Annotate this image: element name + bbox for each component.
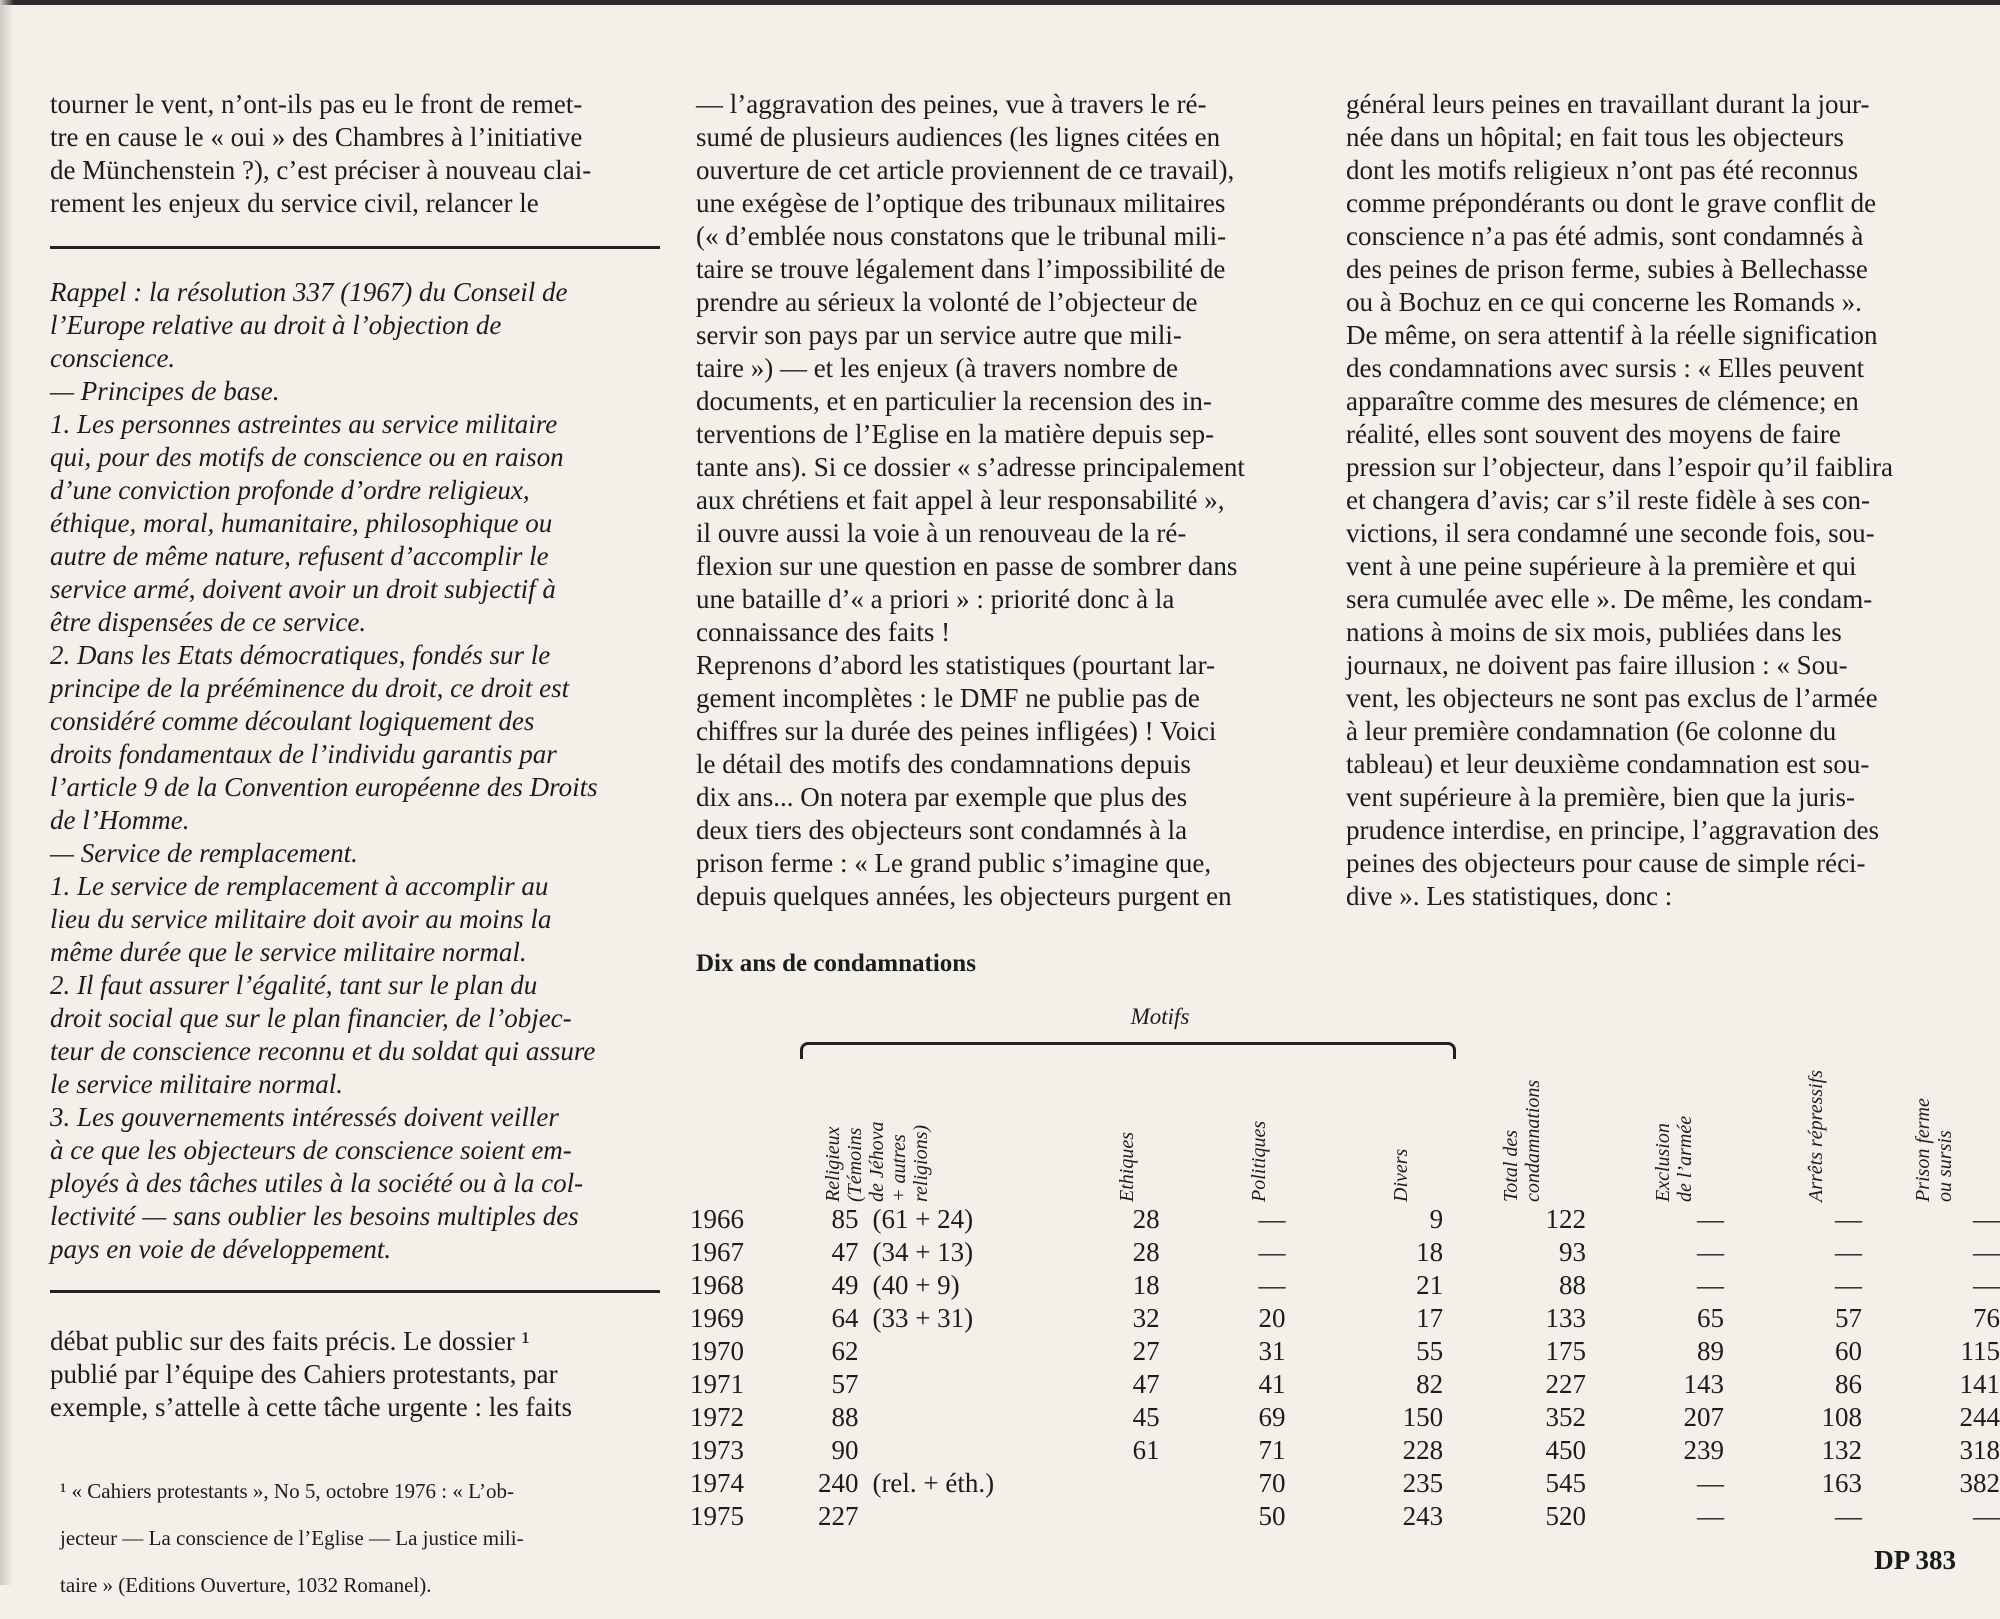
table-title: Dix ans de condamnations [696, 950, 976, 977]
table-row [690, 1269, 2000, 1302]
resolution-line: — Principes de base. [50, 376, 280, 406]
cell-religieux: 240 [817, 1468, 859, 1498]
header-prison [1912, 1098, 1956, 1202]
cell-prison: 382 [1959, 1468, 2000, 1498]
cell-arrets: 108 [1821, 1402, 1862, 1432]
cell-prison: — [1973, 1501, 2000, 1531]
resolution-line: à ce que les objecteurs de conscience soient em- [50, 1135, 572, 1165]
cell-politiques: — [1258, 1270, 1286, 1300]
resolution-line: 2. Dans les Etats démocratiques, fondés sur le [50, 640, 551, 670]
cell-religieux-detail: (33 + 31) [872, 1303, 974, 1333]
text-line: tante ans). Si ce dossier « s’adresse principalement [696, 452, 1245, 482]
text-line: conscience n’a pas été admis, sont condamnés à [1346, 221, 1864, 251]
resolution-line: teur de conscience reconnu et du soldat qui assure [50, 1036, 596, 1066]
header-line: Divers [1390, 1148, 1412, 1202]
text-line: sera cumulée avec elle ». De même, les condam- [1346, 584, 1873, 614]
table-row [690, 1467, 2000, 1500]
cell-religieux-detail: (rel. + éth.) [872, 1468, 995, 1498]
cell-exclusion: 65 [1696, 1303, 1724, 1333]
header-line: + autres [888, 1134, 910, 1202]
header-line: Total des [1500, 1129, 1522, 1202]
cell-religieux-detail [858, 1335, 1080, 1368]
resolution-line: 1. Le service de remplacement à accomplir au [50, 871, 549, 901]
motifs-group-label: Motifs [1130, 1004, 1190, 1029]
header-line: condamnations [1522, 1079, 1544, 1202]
table-row [690, 1434, 2000, 1467]
cell-divers: 228 [1402, 1435, 1444, 1465]
text-line: réalité, elles sont souvent des moyens de faire [1346, 419, 1841, 449]
cell-divers: 150 [1402, 1402, 1444, 1432]
header-total [1500, 1080, 1544, 1202]
cell-year: 1966 [690, 1204, 744, 1234]
cell-arrets: 163 [1821, 1468, 1862, 1498]
cell-ethiques: 27 [1132, 1336, 1160, 1366]
header-line: Prison ferme [1912, 1098, 1934, 1202]
cell-year: 1971 [690, 1369, 744, 1399]
resolution-line: même durée que le service militaire normal. [50, 937, 527, 967]
text-line: depuis quelques années, les objecteurs purgent en [696, 881, 1232, 911]
text-line: exemple, s’attelle à cette tâche urgente : les faits [50, 1392, 573, 1422]
column2-text [696, 88, 1308, 913]
text-line: aux chrétiens et fait appel à leur responsabilité », [696, 485, 1225, 515]
header-line: ou sursis [1934, 1130, 1956, 1202]
cell-exclusion: — [1696, 1237, 1724, 1267]
footnote-line: ¹ « Cahiers protestants », No 5, octobre 1976 : « L’ob- [60, 1479, 515, 1503]
cell-exclusion: — [1696, 1270, 1724, 1300]
text-line: à leur première condamnation (6e colonne du [1346, 716, 1837, 746]
resolution-line: le service militaire normal. [50, 1069, 343, 1099]
resolution-line: 2. Il faut assurer l’égalité, tant sur le plan du [50, 970, 538, 1000]
resolution-line: considéré comme découlant logiquement des [50, 706, 535, 736]
text-line: flexion sur une question en passe de sombrer dans [696, 551, 1238, 581]
cell-religieux-detail [858, 1368, 1080, 1401]
cell-arrets: — [1834, 1204, 1862, 1234]
cell-religieux: 88 [831, 1402, 859, 1432]
cell-arrets: 132 [1821, 1435, 1862, 1465]
cell-exclusion: 143 [1683, 1369, 1724, 1399]
text-line: prudence interdise, en principe, l’aggravation des [1346, 815, 1880, 845]
cell-year: 1968 [690, 1270, 744, 1300]
text-line: comme prépondérants ou dont le grave conflit de [1346, 188, 1877, 218]
cell-religieux-detail [858, 1434, 1080, 1467]
resolution-line: 1. Les personnes astreintes au service militaire [50, 409, 558, 439]
text-line: servir son pays par un service autre que mili- [696, 320, 1182, 350]
text-line: une exégèse de l’optique des tribunaux militaires [696, 188, 1226, 218]
resolution-line: ployés à des tâches utiles à la société ou à la col- [50, 1168, 584, 1198]
cell-divers: 18 [1416, 1237, 1444, 1267]
cell-arrets: 86 [1834, 1369, 1862, 1399]
text-line: peines des objecteurs pour cause de simple réci- [1346, 848, 1866, 878]
cell-year: 1967 [690, 1237, 744, 1267]
text-line: connaissance des faits ! [696, 617, 951, 647]
text-line: dive ». Les statistiques, donc : [1346, 881, 1673, 911]
cell-exclusion: 89 [1696, 1336, 1724, 1366]
text-line: des condamnations avec sursis : « Elles peuvent [1346, 353, 1865, 383]
header-line: de l’armée [1674, 1115, 1696, 1202]
table-row [690, 1500, 2000, 1533]
table-row [690, 1203, 2000, 1236]
text-line: tableau) et leur deuxième condamnation est sou- [1346, 749, 1870, 779]
cell-politiques: 71 [1258, 1435, 1286, 1465]
cell-ethiques [1081, 1500, 1160, 1533]
cell-politiques: 20 [1258, 1303, 1286, 1333]
cell-prison: 141 [1959, 1369, 2000, 1399]
resolution-line: droit social que sur le plan financier, de l’objec- [50, 1003, 572, 1033]
header-line: religions) [910, 1124, 932, 1202]
page-number: DP 383 [1874, 1545, 1956, 1575]
cell-divers: 21 [1416, 1270, 1444, 1300]
cell-year: 1970 [690, 1336, 744, 1366]
resolution-line: l’article 9 de la Convention européenne des Droits [50, 772, 598, 802]
text-line: vent supérieure à la première, bien que la juris- [1346, 782, 1856, 812]
text-line: tre en cause le « oui » des Chambres à l’initiative [50, 122, 583, 152]
header-line: Ethiques [1116, 1132, 1138, 1202]
cell-divers: 17 [1416, 1303, 1444, 1333]
resolution-line: éthique, moral, humanitaire, philosophique ou [50, 508, 553, 538]
cell-politiques: 31 [1258, 1336, 1286, 1366]
text-line: publié par l’équipe des Cahiers protestants, par [50, 1359, 558, 1389]
footnote-line: taire » (Editions Ouverture, 1032 Romanel). [60, 1573, 432, 1597]
resolution-line: service armé, doivent avoir un droit subjectif à [50, 574, 556, 604]
resolution-line: être dispensées de ce service. [50, 607, 367, 637]
footnote-line: jecteur — La conscience de l’Eglise — La justice mili- [60, 1526, 524, 1550]
cell-arrets: — [1834, 1270, 1862, 1300]
cell-divers: 55 [1416, 1336, 1444, 1366]
resolution-line: — Service de remplacement. [50, 838, 358, 868]
resolution-line: pays en voie de développement. [50, 1234, 392, 1264]
cell-divers: 82 [1416, 1369, 1444, 1399]
resolution-line: d’une conviction profonde d’ordre religieux, [50, 475, 530, 505]
cell-ethiques: 47 [1132, 1369, 1160, 1399]
resolution-line: principe de la prééminence du droit, ce droit est [50, 673, 570, 703]
cell-politiques: 50 [1258, 1501, 1286, 1531]
text-line: et changera d’avis; car s’il reste fidèle à ses con- [1346, 485, 1870, 515]
header-line: Exclusion [1652, 1123, 1674, 1202]
cell-prison: — [1973, 1237, 2000, 1267]
text-line: victions, il sera condamné une seconde fois, sou- [1346, 518, 1875, 548]
text-line: deux tiers des objecteurs sont condamnés à la [696, 815, 1188, 845]
footnote [60, 1457, 660, 1619]
header-line: Politiques [1248, 1120, 1270, 1202]
cell-religieux: 47 [831, 1237, 859, 1267]
cell-religieux: 90 [831, 1435, 859, 1465]
cell-arrets: — [1834, 1237, 1862, 1267]
text-line: prendre au sérieux la volonté de l’objecteur de [696, 287, 1198, 317]
text-line: de Münchenstein ?), c’est préciser à nouveau clai- [50, 155, 592, 185]
text-line: ouverture de cet article proviennent de ce travail), [696, 155, 1235, 185]
text-line: terventions de l’Eglise en la matière depuis sep- [696, 419, 1215, 449]
cell-prison: — [1973, 1204, 2000, 1234]
condemnations-table [690, 1203, 2000, 1533]
cell-politiques: 70 [1258, 1468, 1286, 1498]
text-line: nations à moins de six mois, publiées dans les [1346, 617, 1842, 647]
text-line: ou à Bochuz en ce qui concerne les Romands ». [1346, 287, 1862, 317]
header-politiques [1248, 1121, 1270, 1202]
text-line: De même, on sera attentif à la réelle signification [1346, 320, 1878, 350]
text-line: il ouvre aussi la voie à un renouveau de la ré- [696, 518, 1187, 548]
box-bottom-rule [50, 1290, 660, 1293]
cell-year: 1973 [690, 1435, 744, 1465]
resolution-line: autre de même nature, refusent d’accomplir le [50, 541, 549, 571]
resolution-line: lectivité — sans oublier les besoins multiples des [50, 1201, 579, 1231]
cell-total: 88 [1558, 1270, 1586, 1300]
text-line: née dans un hôpital; en fait tous les objecteurs [1346, 122, 1844, 152]
cell-prison: 76 [1973, 1303, 2000, 1333]
table-row [690, 1302, 2000, 1335]
cell-exclusion: 239 [1683, 1435, 1724, 1465]
text-line: le détail des motifs des condamnations depuis [696, 749, 1191, 779]
council-resolution-box [50, 276, 660, 1266]
text-line: général leurs peines en travaillant durant la jour- [1346, 89, 1870, 119]
text-line: dix ans... On notera par exemple que plus des [696, 782, 1188, 812]
cell-arrets: — [1834, 1501, 1862, 1531]
resolution-line: 3. Les gouvernements intéressés doivent veiller [50, 1102, 559, 1132]
box-top-rule [50, 246, 660, 249]
cell-divers: 243 [1402, 1501, 1444, 1531]
text-line: journaux, ne doivent pas faire illusion : « Sou- [1346, 650, 1848, 680]
cell-religieux-detail: (40 + 9) [872, 1270, 960, 1300]
table-row [690, 1401, 2000, 1434]
column3-text [1346, 88, 1956, 913]
table-row [690, 1335, 2000, 1368]
text-line: tourner le vent, n’ont-ils pas eu le front de remet- [50, 89, 583, 119]
cell-religieux: 64 [831, 1303, 859, 1333]
cell-total: 93 [1558, 1237, 1586, 1267]
resolution-line: conscience. [50, 343, 176, 373]
cell-divers: 235 [1402, 1468, 1444, 1498]
cell-religieux: 57 [831, 1369, 859, 1399]
cell-total: 545 [1545, 1468, 1586, 1498]
cell-ethiques [1081, 1467, 1160, 1500]
cell-religieux: 227 [817, 1501, 859, 1531]
text-line: une bataille d’« a priori » : priorité donc à la [696, 584, 1175, 614]
text-line: documents, et en particulier la recension des in- [696, 386, 1212, 416]
text-line: pression sur l’objecteur, dans l’espoir qu’il faiblira [1346, 452, 1894, 482]
cell-ethiques: 32 [1132, 1303, 1160, 1333]
resolution-line: lieu du service militaire doit avoir au moins la [50, 904, 552, 934]
cell-year: 1969 [690, 1303, 744, 1333]
cell-year: 1974 [690, 1468, 744, 1498]
text-line: sumé de plusieurs audiences (les lignes citées en [696, 122, 1221, 152]
text-line: apparaître comme des mesures de clémence; en [1346, 386, 1859, 416]
cell-religieux-detail: (61 + 24) [872, 1204, 974, 1234]
text-line: (« d’emblée nous constatons que le tribunal mili- [696, 221, 1227, 251]
resolution-line: de l’Homme. [50, 805, 190, 835]
cell-total: 133 [1545, 1303, 1586, 1333]
text-line: des peines de prison ferme, subies à Bellechasse [1346, 254, 1868, 284]
text-line: vent, les objecteurs ne sont pas exclus de l’armée [1346, 683, 1878, 713]
text-line: — l’aggravation des peines, vue à travers le ré- [696, 89, 1207, 119]
text-line: dont les motifs religieux n’ont pas été reconnus [1346, 155, 1859, 185]
cell-prison: 115 [1960, 1336, 2000, 1366]
text-line: Reprenons d’abord les statistiques (pourtant lar- [696, 650, 1216, 680]
cell-politiques: — [1258, 1237, 1286, 1267]
cell-total: 450 [1545, 1435, 1586, 1465]
cell-ethiques: 61 [1132, 1435, 1160, 1465]
cell-politiques: 69 [1258, 1402, 1286, 1432]
cell-total: 520 [1545, 1501, 1586, 1531]
motifs-bracket [800, 1042, 1456, 1059]
resolution-line: qui, pour des motifs de conscience ou en raison [50, 442, 564, 472]
text-line: taire se trouve légalement dans l’impossibilité de [696, 254, 1226, 284]
cell-exclusion: — [1696, 1204, 1724, 1234]
cell-religieux-detail [858, 1401, 1080, 1434]
text-line: taire ») — et les enjeux (à travers nombre de [696, 353, 1179, 383]
cell-prison: 318 [1959, 1435, 2000, 1465]
cell-arrets: 57 [1834, 1303, 1862, 1333]
column1-top-text [50, 88, 660, 220]
table-row [690, 1236, 2000, 1269]
resolution-line: l’Europe relative au droit à l’objection de [50, 310, 502, 340]
header-religieux [822, 1121, 932, 1202]
text-line: rement les enjeux du service civil, relancer le [50, 188, 539, 218]
text-line: chiffres sur la durée des peines infligées) ! Voici [696, 716, 1217, 746]
cell-total: 352 [1545, 1402, 1586, 1432]
cell-religieux: 49 [831, 1270, 859, 1300]
cell-politiques: — [1258, 1204, 1286, 1234]
cell-prison: 244 [1959, 1402, 2000, 1432]
column1-bottom-text [50, 1325, 660, 1424]
cell-ethiques: 28 [1132, 1204, 1160, 1234]
top-edge-bar [0, 0, 2000, 5]
cell-ethiques: 45 [1132, 1402, 1160, 1432]
cell-exclusion: — [1696, 1468, 1724, 1498]
header-arrets [1805, 1070, 1827, 1202]
cell-arrets: 60 [1834, 1336, 1862, 1366]
cell-prison: — [1973, 1270, 2000, 1300]
cell-total: 227 [1545, 1369, 1586, 1399]
cell-religieux: 85 [831, 1204, 859, 1234]
header-exclusion [1652, 1116, 1696, 1202]
header-line: Arrêts répressifs [1805, 1069, 1827, 1202]
cell-religieux: 62 [831, 1336, 859, 1366]
cell-divers: 9 [1429, 1204, 1444, 1234]
cell-year: 1975 [690, 1501, 744, 1531]
table-row [690, 1368, 2000, 1401]
header-line: Religieux [822, 1126, 844, 1202]
header-line: (Témoins [844, 1127, 866, 1202]
text-line: gement incomplètes : le DMF ne publie pas de [696, 683, 1200, 713]
cell-exclusion: — [1696, 1501, 1724, 1531]
cell-religieux-detail: (34 + 13) [872, 1237, 974, 1267]
page-gutter-shadow [0, 0, 14, 1585]
cell-ethiques: 28 [1132, 1237, 1160, 1267]
text-line: prison ferme : « Le grand public s’imagine que, [696, 848, 1212, 878]
cell-politiques: 41 [1258, 1369, 1286, 1399]
cell-exclusion: 207 [1683, 1402, 1724, 1432]
resolution-line: Rappel : la résolution 337 (1967) du Conseil de [50, 277, 568, 307]
cell-ethiques: 18 [1132, 1270, 1160, 1300]
text-line: vent à une peine supérieure à la première et qui [1346, 551, 1857, 581]
cell-total: 175 [1545, 1336, 1586, 1366]
cell-total: 122 [1545, 1204, 1586, 1234]
cell-year: 1972 [690, 1402, 744, 1432]
cell-religieux-detail [858, 1500, 1080, 1533]
header-divers [1390, 1149, 1412, 1202]
header-ethiques [1116, 1132, 1138, 1202]
text-line: débat public sur des faits précis. Le dossier ¹ [50, 1326, 530, 1356]
resolution-line: droits fondamentaux de l’individu garantis par [50, 739, 557, 769]
header-line: de Jéhova [866, 1121, 888, 1202]
